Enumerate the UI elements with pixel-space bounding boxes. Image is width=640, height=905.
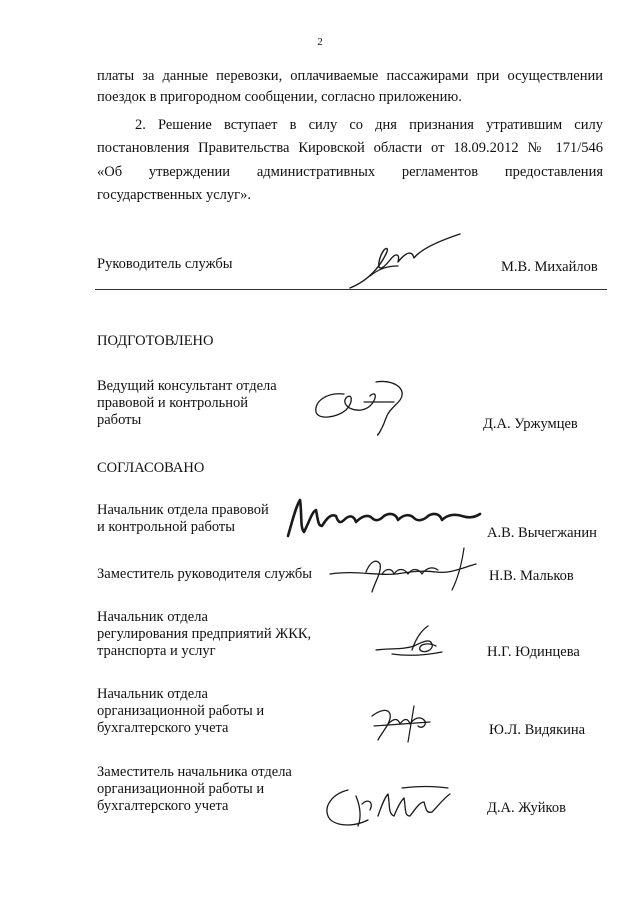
- signer-title-line: бухгалтерского учета: [97, 798, 229, 814]
- signer-title-line: Начальник отдела: [97, 686, 208, 702]
- body-line-4: постановления Правительства Кировской области от 18.09.2012 № 171/546: [97, 140, 603, 156]
- signer-signature: [318, 776, 478, 836]
- prepared-signature: [306, 372, 416, 442]
- signer-signature: [278, 492, 488, 542]
- signer-title-line: организационной работы и: [97, 703, 265, 719]
- signer-title-line: бухгалтерского учета: [97, 720, 229, 736]
- body-line-3: 2. Решение вступает в силу со дня признания утратившим силу: [135, 117, 603, 133]
- signer-name: А.В. Вычегжанин: [487, 525, 597, 541]
- prepared-title-line: Ведущий консультант отдела: [97, 378, 277, 394]
- agreed-heading: СОГЛАСОВАНО: [97, 460, 205, 476]
- signer-title-line: Заместитель начальника отдела: [97, 764, 292, 780]
- head-signature: [340, 232, 480, 294]
- page-number: 2: [317, 36, 323, 48]
- signer-title-line: Заместитель руководителя службы: [97, 566, 313, 582]
- prepared-name: Д.А. Уржумцев: [483, 416, 578, 432]
- body-line-2: поездок в пригородном сообщении, согласно приложению.: [97, 89, 462, 105]
- head-name: М.В. Михайлов: [501, 259, 598, 275]
- signer-name: Ю.Л. Видякина: [489, 722, 586, 738]
- head-title: Руководитель службы: [97, 256, 233, 272]
- signer-name: Н.Г. Юдинцева: [487, 644, 580, 660]
- signer-signature: [372, 620, 452, 664]
- signer-title-line: регулирования предприятий ЖКК,: [97, 626, 312, 642]
- body-line-5: «Об утверждении административных регламентов предоставления: [97, 164, 603, 180]
- signer-name: Н.В. Мальков: [489, 568, 574, 584]
- body-line-6: государственных услуг».: [97, 187, 251, 203]
- signer-title-line: и контрольной работы: [97, 519, 235, 535]
- signer-title-line: транспорта и услуг: [97, 643, 216, 659]
- prepared-title-line: правовой и контрольной: [97, 395, 248, 411]
- prepared-heading: ПОДГОТОВЛЕНО: [97, 333, 214, 349]
- body-line-1: платы за данные перевозки, оплачиваемые пассажирами при осуществлении: [97, 68, 603, 84]
- signer-signature: [364, 696, 444, 746]
- signer-name: Д.А. Жуйков: [487, 800, 566, 816]
- signer-title-line: Начальник отдела правовой: [97, 502, 269, 518]
- signer-signature: [326, 544, 486, 596]
- prepared-title-line: работы: [97, 412, 142, 428]
- divider-line: [95, 289, 607, 290]
- signer-title-line: организационной работы и: [97, 781, 265, 797]
- signer-title-line: Начальник отдела: [97, 609, 208, 625]
